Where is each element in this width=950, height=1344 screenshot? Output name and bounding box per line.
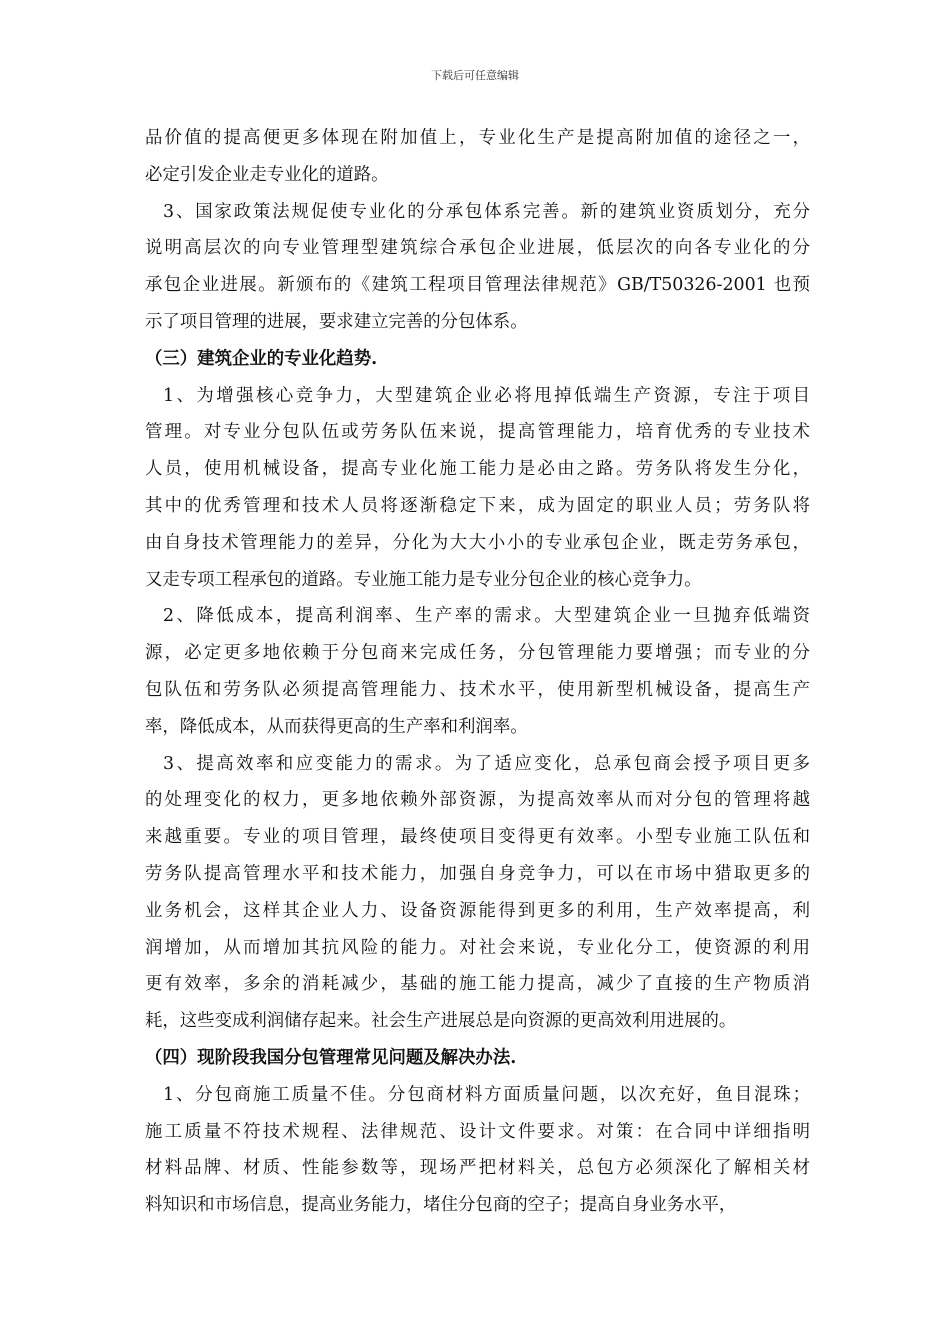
paragraph (145, 598, 810, 745)
text-line: （四）现阶段我国分包管理常见问题及解决办法. (145, 1047, 517, 1068)
text-line: 来越重要。专业的项目管理，最终使项目变得更有效率。小型专业施工队伍和 (145, 827, 810, 848)
text-line: 材料品牌、材质、性能参数等，现场严把材料关，总包方必须深化了解相关材 (145, 1158, 810, 1179)
text-line: 1、为增强核心竞争力，大型建筑企业必将甩掉低端生产资源，专注于项目 (163, 385, 810, 406)
text-line: 2、降低成本，提高利润率、生产率的需求。大型建筑企业一旦抛弃低端资 (163, 606, 810, 627)
text-line: 说明高层次的向专业管理型建筑综合承包企业进展，低层次的向各专业化的分 (145, 238, 810, 259)
text-line: 的处理变化的权力，更多地依赖外部资源，为提高效率从而对分包的管理将越 (145, 790, 810, 811)
text-line: 由自身技术管理能力的差异，分化为大大小小的专业承包企业，既走劳务承包， (145, 532, 810, 553)
text-line: 1、分包商施工质量不佳。分包商材料方面质量问题，以次充好，鱼目混珠； (163, 1084, 810, 1105)
text-line: 耗，这些变成利润储存起来。社会生产进展总是向资源的更高效利用进展的。 (145, 1011, 737, 1032)
text-line: 劳务队提高管理水平和技术能力，加强自身竞争力，可以在市场中猎取更多的 (145, 863, 810, 884)
text-line: 示了项目管理的进展，要求建立完善的分包体系。 (145, 311, 528, 332)
text-line: 润增加，从而增加其抗风险的能力。对社会来说，专业化分工，使资源的利用 (145, 937, 810, 958)
text-line: 其中的优秀管理和技术人员将逐渐稳定下来，成为固定的职业人员；劳务队将 (145, 495, 810, 516)
paragraph (145, 378, 810, 599)
page-header: 下载后可任意编辑 (431, 69, 519, 82)
text-line: 3、提高效率和应变能力的需求。为了适应变化，总承包商会授予项目更多 (163, 753, 810, 774)
document-body (145, 120, 810, 1224)
text-line: 管理。对专业分包队伍或劳务队伍来说，提高管理能力，培育优秀的专业技术 (145, 422, 810, 443)
text-line: 必定引发企业走专业化的道路。 (145, 164, 389, 185)
paragraph (145, 120, 810, 194)
section-heading (145, 341, 810, 378)
text-line: 3、国家政策法规促使专业化的分承包体系完善。新的建筑业资质划分，充分 (163, 201, 810, 222)
text-line: 业务机会，这样其企业人力、设备资源能得到更多的利用，生产效率提高，利 (145, 900, 810, 921)
paragraph (145, 194, 810, 341)
paragraph (145, 1077, 810, 1224)
text-line: 人员，使用机械设备，提高专业化施工能力是必由之路。劳务队将发生分化， (145, 459, 810, 480)
text-line: 更有效率，多余的消耗减少，基础的施工能力提高，减少了直接的生产物质消 (145, 974, 810, 995)
text-line: 品价值的提高便更多体现在附加值上，专业化生产是提高附加值的途径之一， (145, 128, 810, 148)
text-line: 承包企业进展。新颁布的《建筑工程项目管理法律规范》GB/T50326-2001 也预 (145, 275, 810, 296)
text-line: 又走专项工程承包的道路。专业施工能力是专业分包企业的核心竞争力。 (145, 569, 702, 590)
section-heading (145, 1040, 810, 1077)
text-line: （三）建筑企业的专业化趋势. (145, 348, 378, 369)
text-line: 施工质量不符技术规程、法律规范、设计文件要求。对策：在合同中详细指明 (145, 1121, 810, 1142)
paragraph (145, 746, 810, 1040)
text-line: 包队伍和劳务队必须提高管理能力、技术水平，使用新型机械设备，提高生产 (145, 679, 810, 700)
text-line: 源，必定更多地依赖于分包商来完成任务，分包管理能力要增强；而专业的分 (145, 643, 810, 664)
text-line: 率，降低成本，从而获得更高的生产率和利润率。 (145, 716, 528, 737)
text-line: 料知识和市场信息，提高业务能力，堵住分包商的空子；提高自身业务水平， (145, 1195, 737, 1216)
